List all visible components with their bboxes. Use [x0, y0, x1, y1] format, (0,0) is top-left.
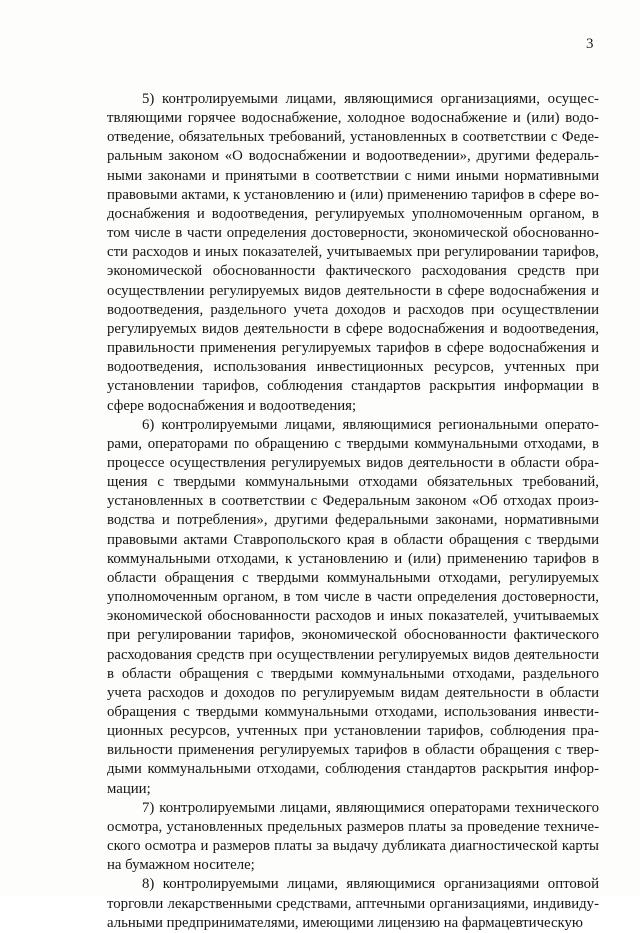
text-line: обращения с твердыми коммунальными отходами, использования инвести- [107, 704, 599, 720]
text-line: вильности применения регулируемых тарифов в области обращения с твер- [107, 742, 599, 759]
text-line: расходования средств при осуществлении регулируемых видов деятельности [107, 646, 599, 663]
paragraph-item-6 [107, 416, 599, 799]
text-line: отведение, обязательных требований, установленных в соответствии с Феде- [107, 129, 599, 146]
text-line: том числе в части определения достоверности, экономической обоснованно- [107, 225, 599, 242]
text-line: альными предпринимателями, имеющими лицензию на фармацевтическую [107, 914, 583, 931]
text-line: мации; [107, 780, 151, 797]
text-line: ными законами и принятыми в соответствии с ними иными нормативными [107, 167, 599, 184]
text-line: торговли лекарственными средствами, аптечными организациями, индивиду- [107, 895, 599, 912]
text-line: ционных ресурсов, учтенных при установлении тарифов, соблюдения пра- [107, 723, 599, 740]
text-line: 8) контролируемыми лицами, являющимися организациями оптовой [142, 876, 599, 893]
text-line: твляющими горячее водоснабжение, холодное водоснабжение и (или) водо- [107, 110, 599, 127]
text-line: правильности применения регулируемых тарифов в сфере водоснабжения и [107, 340, 599, 357]
text-line: 5) контролируемыми лицами, являющимися организациями, осущес- [142, 91, 599, 107]
text-line: рами, операторами по обращению с твердыми коммунальными отходами, в [107, 435, 599, 452]
text-line: правовыми актами, к установлению и (или) применению тарифов в сфере во- [107, 186, 599, 203]
text-line: дыми коммунальными отходами, соблюдения стандартов раскрытия инфор- [107, 761, 599, 778]
text-line: щения с твердыми коммунальными отходами обязательных требований, [107, 474, 599, 491]
text-line: доснабжения и водоотведения, регулируемых уполномоченным органом, в [107, 205, 599, 222]
paragraph-item-8 [107, 875, 599, 932]
page-number: 3 [586, 36, 594, 52]
text-line: в области обращения с твердыми коммунальными отходами, раздельного [107, 665, 599, 682]
text-line: экономической обоснованности расходов и иных показателей, учитываемых [107, 608, 599, 625]
paragraph-item-7 [107, 799, 599, 876]
text-line: 7) контролируемыми лицами, являющимися операторами технического [142, 799, 599, 816]
text-line: водоотведения, использования инвестиционных ресурсов, учтенных при [107, 359, 599, 376]
document-body [107, 90, 599, 933]
text-line: осмотра, установленных предельных размеров платы за проведение техниче- [107, 818, 599, 835]
text-line: регулируемых видов деятельности в сфере водоснабжения и водоотведения, [107, 320, 599, 337]
text-line: ральным законом «О водоснабжении и водоотведении», другими федераль- [107, 148, 599, 165]
text-line: осуществлении регулируемых видов деятельности в сфере водоснабжения и [107, 282, 599, 299]
text-line: ского осмотра и размеров платы за выдачу дубликата диагностической карты [107, 838, 599, 855]
text-line: установлении тарифов, соблюдения стандартов раскрытия информации в [107, 378, 599, 395]
text-line: уполномоченным органом, в том числе в части определения достоверности, [107, 589, 599, 606]
text-line: области обращения с твердыми коммунальными отходами, регулируемых [107, 569, 599, 586]
text-line: водоотведения, раздельного учета доходов и расходов при осуществлении [107, 301, 599, 318]
text-line: на бумажном носителе; [107, 857, 255, 874]
text-line: сфере водоснабжения и водоотведения; [107, 397, 357, 414]
text-line: сти расходов и иных показателей, учитываемых при регулировании тарифов, [107, 244, 599, 261]
text-line: установленных в соответствии с Федеральным законом «Об отходах произ- [107, 493, 599, 510]
text-line: учета расходов и доходов по регулируемым видам деятельности в области [107, 684, 599, 701]
text-line: при регулировании тарифов, экономической обоснованности фактического [107, 627, 599, 644]
paragraph-item-5 [107, 90, 599, 416]
text-line: коммунальными отходами, к установлению и (или) применению тарифов в [107, 550, 599, 567]
text-line: правовыми актами Ставропольского края в области обращения с твердыми [107, 531, 599, 548]
text-line: 6) контролируемыми лицами, являющимися региональными операто- [142, 416, 599, 433]
text-line: водства и потребления», другими федеральными законами, нормативными [107, 512, 599, 529]
text-line: процессе осуществления регулируемых видов деятельности в области обра- [107, 454, 599, 471]
text-line: экономической обоснованности фактического расходования средств при [107, 263, 599, 280]
